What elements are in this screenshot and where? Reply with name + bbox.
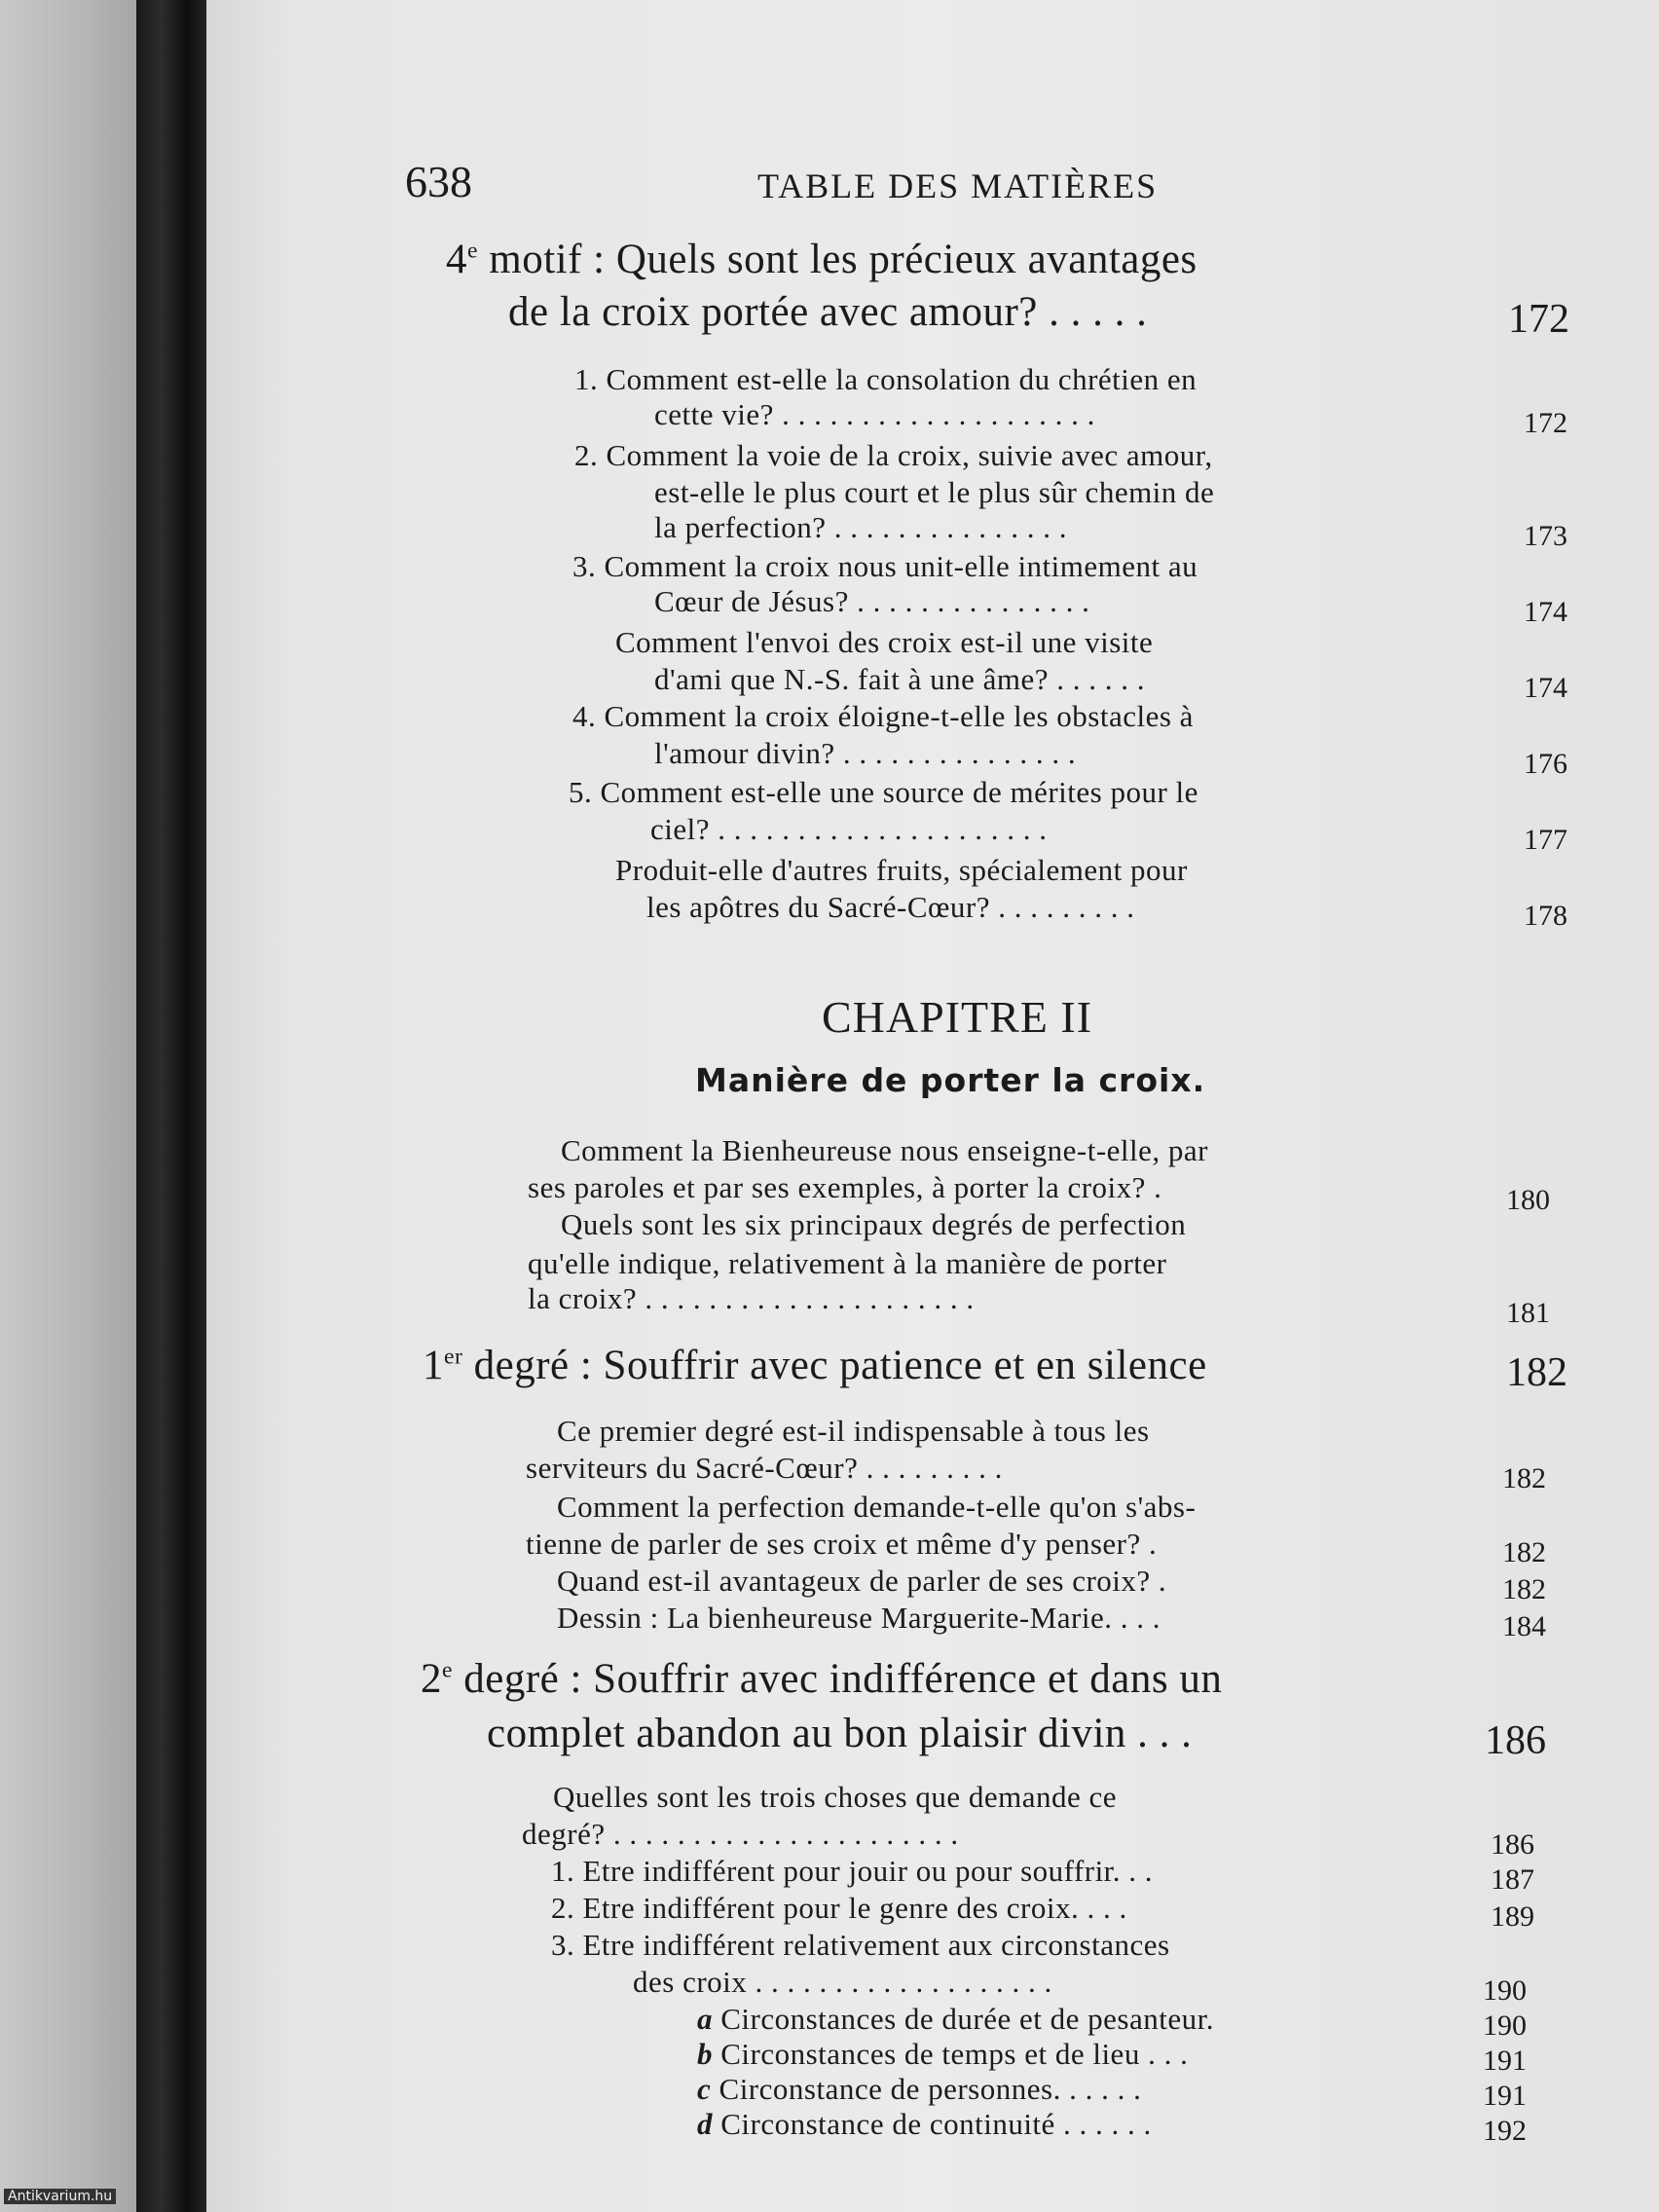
toc-entry-page: 186 [1491,1828,1534,1861]
toc-entry-text: l'amour divin? . . . . . . . . . . . . . . . [654,736,1077,770]
degree-2-heading [421,1655,1222,1703]
sub-entry-text: Circonstances de temps et de lieu . . . [720,2037,1189,2071]
page-number: 638 [405,157,472,206]
degree-2-label-sup: e [442,1657,453,1683]
toc-entry-text: Quand est-il avantageux de parler de ses croix? . [557,1564,1167,1598]
toc-entry-text: Dessin : La bienheureuse Marguerite-Marie. . . . [557,1601,1161,1635]
book-page [206,0,1659,2212]
toc-entry-text: 4. Comment la croix éloigne-t-elle les obstacles à [572,699,1194,733]
toc-entry-text: la perfection? . . . . . . . . . . . . . . . [654,510,1068,544]
sub-entry-letter: c [697,2072,712,2106]
degree-2-line2: complet abandon au bon plaisir divin . . . [487,1711,1193,1756]
toc-entry-text: 5. Comment est-elle une source de mérites pour le [569,775,1198,809]
toc-entry-text: est-elle le plus court et le plus sûr chemin de [654,475,1215,509]
degree-1-title: degré : Souffrir avec patience et en silence [473,1343,1207,1388]
toc-entry-text: 2. Comment la voie de la croix, suivie avec amour, [574,438,1213,472]
toc-entry-text: qu'elle indique, relativement à la manière de porter [528,1246,1167,1280]
toc-entry-page: 174 [1524,672,1567,704]
sub-entry [697,2072,1141,2107]
toc-entry-text: 2. Etre indifférent pour le genre des croix. . . . [551,1891,1127,1925]
toc-entry-page: 191 [1483,2045,1527,2077]
section-4-heading [446,236,1198,283]
toc-entry-text: serviteurs du Sacré-Cœur? . . . . . . . . . [526,1451,1003,1485]
toc-entry-page: 181 [1506,1297,1550,1329]
toc-entry-page: 191 [1483,2080,1527,2112]
toc-entry-text: Quels sont les six principaux degrés de perfection [561,1207,1187,1241]
toc-entry-text: Ce premier degré est-il indispensable à tous les [557,1414,1150,1448]
toc-entry-page: 189 [1491,1900,1534,1933]
desk-surface [0,0,144,2212]
toc-entry-page: 182 [1502,1573,1546,1605]
section-4-label: 4 [446,237,467,282]
degree-2-line1: degré : Souffrir avec indifférence et dans un [463,1656,1223,1702]
degree-1-label: 1 [423,1343,444,1388]
sub-entry-text: Circonstance de personnes. . . . . . [719,2072,1142,2106]
degree-1-label-sup: er [444,1344,463,1370]
degree-2-page: 186 [1485,1718,1546,1763]
toc-entry-text: 1. Etre indifférent pour jouir ou pour souffrir. . . [551,1854,1154,1888]
toc-entry-page: 187 [1491,1863,1534,1896]
toc-entry-text: Quelles sont les trois choses que demande ce [553,1780,1117,1814]
toc-entry-page: 180 [1506,1184,1550,1216]
toc-entry-text: les apôtres du Sacré-Cœur? . . . . . . . . . [646,890,1135,924]
toc-entry-text: ciel? . . . . . . . . . . . . . . . . . . . . . [650,812,1048,846]
toc-entry-page: 178 [1524,900,1567,932]
toc-entry-page: 182 [1502,1536,1546,1568]
sub-entry-text: Circonstance de continuité . . . . . . [720,2107,1152,2141]
toc-entry-text: d'ami que N.-S. fait à une âme? . . . . . . [654,662,1145,696]
chapter-subtitle: Manière de porter la croix. [695,1061,1206,1099]
toc-entry-text: Comment la perfection demande-t-elle qu'on s'abs- [557,1490,1197,1524]
toc-entry-text: tienne de parler de ses croix et même d'y penser? . [526,1527,1158,1561]
toc-entry-text: degré? . . . . . . . . . . . . . . . . . . . . . . [522,1817,959,1851]
sub-entry-letter: b [697,2037,713,2071]
degree-2-label: 2 [421,1656,442,1702]
section-4-page: 172 [1508,297,1569,342]
toc-entry-text: des croix . . . . . . . . . . . . . . . . . . . [633,1965,1052,1999]
sub-entry-letter: a [697,2002,713,2036]
toc-entry-page: 190 [1483,2009,1527,2042]
toc-entry-page: 184 [1502,1610,1546,1642]
toc-entry-text: 1. Comment est-elle la consolation du chrétien en [574,362,1198,396]
toc-entry-page: 174 [1524,596,1567,628]
toc-entry-text: Comment l'envoi des croix est-il une visite [615,625,1154,659]
degree-1-page: 182 [1506,1350,1567,1395]
toc-entry-page: 190 [1483,1974,1527,2007]
toc-entry-page: 173 [1524,520,1567,552]
sub-entry-letter: d [697,2107,713,2141]
degree-1-heading [423,1342,1207,1389]
section-4-label-sup: e [467,238,478,264]
sub-entry [697,2107,1152,2142]
toc-entry-text: Cœur de Jésus? . . . . . . . . . . . . . . . [654,584,1090,618]
toc-entry-text: la croix? . . . . . . . . . . . . . . . . . . . . . [528,1281,975,1315]
toc-entry-text: ses paroles et par ses exemples, à porter la croix? . [528,1170,1162,1204]
chapter-title: CHAPITRE II [822,992,1093,1042]
toc-entry-page: 177 [1524,824,1567,856]
toc-entry-page: 192 [1483,2115,1527,2147]
section-4-line2: de la croix portée avec amour? . . . . . [508,289,1148,335]
section-4-line1: motif : Quels sont les précieux avantages [489,237,1198,282]
sub-entry [697,2037,1188,2072]
toc-entry-text: Comment la Bienheureuse nous enseigne-t-elle, par [561,1133,1208,1167]
watermark: Antikvarium.hu [4,2189,116,2204]
toc-entry-text: 3. Etre indifférent relativement aux circonstances [551,1928,1170,1962]
toc-entry-text: Produit-elle d'autres fruits, spécialement pour [615,853,1188,887]
toc-entry-page: 172 [1524,407,1567,439]
toc-entry-page: 182 [1502,1462,1546,1494]
sub-entry [697,2002,1214,2037]
toc-entry-page: 176 [1524,748,1567,780]
toc-entry-text: 3. Comment la croix nous unit-elle intimement au [572,549,1198,583]
toc-entry-text: cette vie? . . . . . . . . . . . . . . . . . . . . [654,397,1095,431]
sub-entry-text: Circonstances de durée et de pesanteur. [720,2002,1214,2036]
running-head: TABLE DES MATIÈRES [757,166,1159,205]
book-spine [136,0,208,2212]
